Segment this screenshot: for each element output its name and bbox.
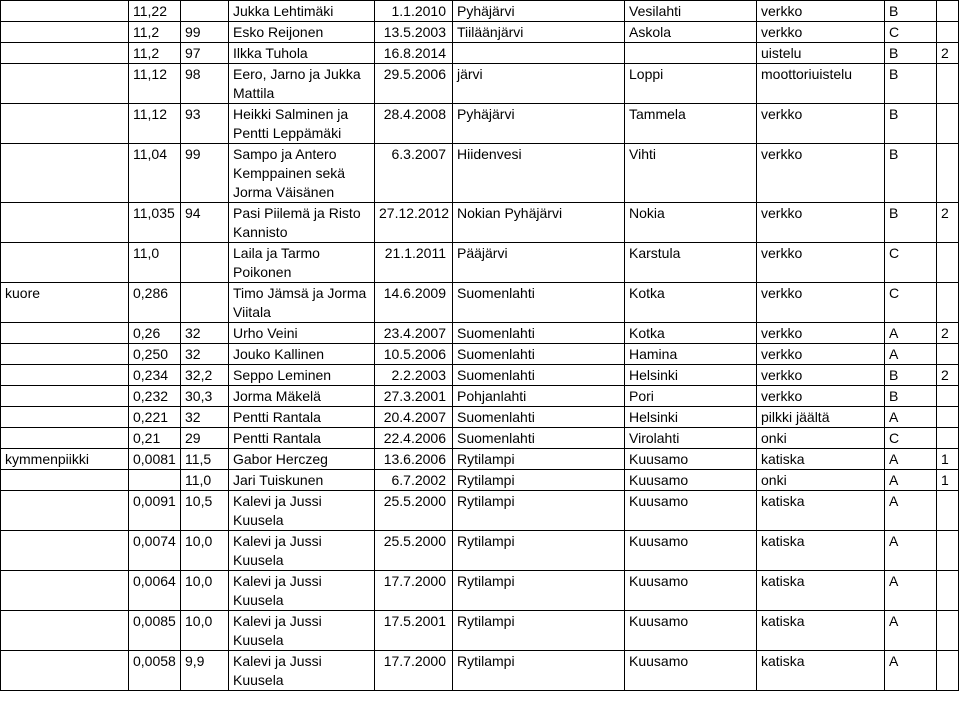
- length-cell[interactable]: 9,9: [181, 651, 229, 691]
- length-cell[interactable]: 94: [181, 203, 229, 243]
- length-cell[interactable]: 11,0: [181, 470, 229, 491]
- class-cell[interactable]: C: [885, 428, 937, 449]
- class-cell[interactable]: A: [885, 571, 937, 611]
- category-cell[interactable]: [1, 365, 129, 386]
- municipality-cell[interactable]: [625, 43, 757, 64]
- name-cell[interactable]: Kalevi ja Jussi Kuusela: [229, 611, 375, 651]
- name-cell[interactable]: Jouko Kallinen: [229, 344, 375, 365]
- name-cell[interactable]: Jorma Mäkelä: [229, 386, 375, 407]
- length-cell[interactable]: 10,0: [181, 611, 229, 651]
- class-cell[interactable]: A: [885, 611, 937, 651]
- location-cell[interactable]: Pyhäjärvi: [453, 104, 625, 144]
- category-cell[interactable]: [1, 323, 129, 344]
- table-row: [1, 449, 959, 470]
- length-cell[interactable]: [181, 243, 229, 283]
- category-cell[interactable]: kymmenpiikki: [1, 449, 129, 470]
- table-row: [1, 22, 959, 43]
- table-row: [1, 491, 959, 531]
- table-row: [1, 243, 959, 283]
- category-cell[interactable]: [1, 386, 129, 407]
- date-cell[interactable]: 16.8.2014: [375, 43, 453, 64]
- length-cell[interactable]: 32,2: [181, 365, 229, 386]
- name-cell[interactable]: Jari Tuiskunen: [229, 470, 375, 491]
- name-cell[interactable]: Urho Veini: [229, 323, 375, 344]
- method-cell[interactable]: katiska: [757, 651, 885, 691]
- method-cell[interactable]: verkko: [757, 365, 885, 386]
- weight-cell[interactable]: 0,21: [129, 428, 181, 449]
- name-cell[interactable]: Kalevi ja Jussi Kuusela: [229, 491, 375, 531]
- length-cell[interactable]: 32: [181, 407, 229, 428]
- length-cell[interactable]: 93: [181, 104, 229, 144]
- name-cell[interactable]: Sampo ja Antero Kemppainen sekä Jorma Väisänen: [229, 144, 375, 203]
- method-cell[interactable]: verkko: [757, 104, 885, 144]
- weight-cell[interactable]: 0,250: [129, 344, 181, 365]
- class-cell[interactable]: B: [885, 104, 937, 144]
- count-cell[interactable]: [937, 531, 959, 571]
- count-cell[interactable]: 1: [937, 470, 959, 491]
- category-cell[interactable]: [1, 491, 129, 531]
- location-cell[interactable]: Pohjanlahti: [453, 386, 625, 407]
- municipality-cell[interactable]: Hamina: [625, 344, 757, 365]
- count-cell[interactable]: [937, 611, 959, 651]
- count-cell[interactable]: [937, 283, 959, 323]
- table-row: [1, 611, 959, 651]
- weight-cell[interactable]: 11,12: [129, 64, 181, 104]
- length-cell[interactable]: 32: [181, 344, 229, 365]
- class-cell[interactable]: A: [885, 651, 937, 691]
- name-cell[interactable]: Gabor Herczeg: [229, 449, 375, 470]
- name-cell[interactable]: Eero, Jarno ja Jukka Mattila: [229, 64, 375, 104]
- municipality-cell[interactable]: Kuusamo: [625, 651, 757, 691]
- method-cell[interactable]: verkko: [757, 323, 885, 344]
- location-cell[interactable]: Suomenlahti: [453, 344, 625, 365]
- table-row: [1, 144, 959, 203]
- class-cell[interactable]: C: [885, 283, 937, 323]
- name-cell[interactable]: Kalevi ja Jussi Kuusela: [229, 571, 375, 611]
- method-cell[interactable]: verkko: [757, 344, 885, 365]
- weight-cell[interactable]: 11,22: [129, 1, 181, 22]
- method-cell[interactable]: uistelu: [757, 43, 885, 64]
- category-cell[interactable]: [1, 22, 129, 43]
- length-cell[interactable]: 97: [181, 43, 229, 64]
- date-cell[interactable]: 28.4.2008: [375, 104, 453, 144]
- location-cell[interactable]: Suomenlahti: [453, 428, 625, 449]
- date-cell[interactable]: 29.5.2006: [375, 64, 453, 104]
- method-cell[interactable]: verkko: [757, 243, 885, 283]
- name-cell[interactable]: Seppo Leminen: [229, 365, 375, 386]
- count-cell[interactable]: [937, 144, 959, 203]
- table-row: [1, 64, 959, 104]
- weight-cell[interactable]: 0,234: [129, 365, 181, 386]
- length-cell[interactable]: 10,0: [181, 531, 229, 571]
- category-cell[interactable]: [1, 203, 129, 243]
- length-cell[interactable]: 98: [181, 64, 229, 104]
- name-cell[interactable]: Ilkka Tuhola: [229, 43, 375, 64]
- count-cell[interactable]: [937, 64, 959, 104]
- length-cell[interactable]: [181, 283, 229, 323]
- weight-cell[interactable]: 0,221: [129, 407, 181, 428]
- method-cell[interactable]: verkko: [757, 203, 885, 243]
- table-row: [1, 651, 959, 691]
- length-cell[interactable]: 10,0: [181, 571, 229, 611]
- weight-cell[interactable]: 11,035: [129, 203, 181, 243]
- method-cell[interactable]: verkko: [757, 22, 885, 43]
- class-cell[interactable]: B: [885, 1, 937, 22]
- method-cell[interactable]: moottoriuistelu: [757, 64, 885, 104]
- location-cell[interactable]: Rytilampi: [453, 531, 625, 571]
- class-cell[interactable]: A: [885, 344, 937, 365]
- count-cell[interactable]: [937, 22, 959, 43]
- date-cell[interactable]: 17.7.2000: [375, 571, 453, 611]
- weight-cell[interactable]: 0,26: [129, 323, 181, 344]
- name-cell[interactable]: Pentti Rantala: [229, 428, 375, 449]
- class-cell[interactable]: A: [885, 449, 937, 470]
- name-cell[interactable]: Laila ja Tarmo Poikonen: [229, 243, 375, 283]
- count-cell[interactable]: 2: [937, 43, 959, 64]
- municipality-cell[interactable]: Kuusamo: [625, 470, 757, 491]
- count-cell[interactable]: [937, 428, 959, 449]
- location-cell[interactable]: Nokian Pyhäjärvi: [453, 203, 625, 243]
- location-cell[interactable]: Suomenlahti: [453, 283, 625, 323]
- location-cell[interactable]: Pääjärvi: [453, 243, 625, 283]
- name-cell[interactable]: Timo Jämsä ja Jorma Viitala: [229, 283, 375, 323]
- municipality-cell[interactable]: Kuusamo: [625, 531, 757, 571]
- method-cell[interactable]: katiska: [757, 491, 885, 531]
- weight-cell[interactable]: 0,0081: [129, 449, 181, 470]
- length-cell[interactable]: 30,3: [181, 386, 229, 407]
- date-cell[interactable]: 13.6.2006: [375, 449, 453, 470]
- weight-cell[interactable]: 0,232: [129, 386, 181, 407]
- category-cell[interactable]: [1, 428, 129, 449]
- method-cell[interactable]: verkko: [757, 144, 885, 203]
- length-cell[interactable]: 99: [181, 144, 229, 203]
- weight-cell[interactable]: [129, 470, 181, 491]
- method-cell[interactable]: verkko: [757, 283, 885, 323]
- name-cell[interactable]: Heikki Salminen ja Pentti Leppämäki: [229, 104, 375, 144]
- municipality-cell[interactable]: Vihti: [625, 144, 757, 203]
- category-cell[interactable]: [1, 1, 129, 22]
- date-cell[interactable]: 13.5.2003: [375, 22, 453, 43]
- count-cell[interactable]: [937, 407, 959, 428]
- count-cell[interactable]: [937, 491, 959, 531]
- municipality-cell[interactable]: Kuusamo: [625, 491, 757, 531]
- date-cell[interactable]: 17.5.2001: [375, 611, 453, 651]
- class-cell[interactable]: B: [885, 43, 937, 64]
- class-cell[interactable]: A: [885, 407, 937, 428]
- category-cell[interactable]: [1, 531, 129, 571]
- date-cell[interactable]: 21.1.2011: [375, 243, 453, 283]
- table-row: [1, 386, 959, 407]
- location-cell[interactable]: Suomenlahti: [453, 323, 625, 344]
- municipality-cell[interactable]: Kuusamo: [625, 611, 757, 651]
- name-cell[interactable]: Pasi Piilemä ja Risto Kannisto: [229, 203, 375, 243]
- municipality-cell[interactable]: Tammela: [625, 104, 757, 144]
- location-cell[interactable]: Rytilampi: [453, 611, 625, 651]
- location-cell[interactable]: Suomenlahti: [453, 407, 625, 428]
- municipality-cell[interactable]: Kuusamo: [625, 571, 757, 611]
- category-cell[interactable]: [1, 611, 129, 651]
- municipality-cell[interactable]: Loppi: [625, 64, 757, 104]
- category-cell[interactable]: [1, 104, 129, 144]
- table-row: [1, 283, 959, 323]
- table-row: [1, 43, 959, 64]
- date-cell[interactable]: 20.4.2007: [375, 407, 453, 428]
- count-cell[interactable]: [937, 571, 959, 611]
- length-cell[interactable]: 99: [181, 22, 229, 43]
- date-cell[interactable]: 23.4.2007: [375, 323, 453, 344]
- class-cell[interactable]: B: [885, 203, 937, 243]
- date-cell[interactable]: 6.7.2002: [375, 470, 453, 491]
- table-row: [1, 104, 959, 144]
- name-cell[interactable]: Pentti Rantala: [229, 407, 375, 428]
- category-cell[interactable]: [1, 651, 129, 691]
- table-row: [1, 571, 959, 611]
- count-cell[interactable]: [937, 104, 959, 144]
- municipality-cell[interactable]: Kotka: [625, 323, 757, 344]
- method-cell[interactable]: pilkki jäältä: [757, 407, 885, 428]
- date-cell[interactable]: 22.4.2006: [375, 428, 453, 449]
- length-cell[interactable]: [181, 1, 229, 22]
- municipality-cell[interactable]: Nokia: [625, 203, 757, 243]
- length-cell[interactable]: 32: [181, 323, 229, 344]
- category-cell[interactable]: [1, 144, 129, 203]
- length-cell[interactable]: 29: [181, 428, 229, 449]
- location-cell[interactable]: [453, 43, 625, 64]
- class-cell[interactable]: A: [885, 531, 937, 571]
- count-cell[interactable]: [937, 651, 959, 691]
- date-cell[interactable]: 1.1.2010: [375, 1, 453, 22]
- class-cell[interactable]: A: [885, 323, 937, 344]
- length-cell[interactable]: 10,5: [181, 491, 229, 531]
- count-cell[interactable]: 2: [937, 323, 959, 344]
- weight-cell[interactable]: 11,04: [129, 144, 181, 203]
- weight-cell[interactable]: 0,0074: [129, 531, 181, 571]
- category-cell[interactable]: [1, 571, 129, 611]
- method-cell[interactable]: katiska: [757, 531, 885, 571]
- location-cell[interactable]: Rytilampi: [453, 470, 625, 491]
- count-cell[interactable]: [937, 386, 959, 407]
- date-cell[interactable]: 6.3.2007: [375, 144, 453, 203]
- count-cell[interactable]: 1: [937, 449, 959, 470]
- category-cell[interactable]: [1, 43, 129, 64]
- category-cell[interactable]: [1, 470, 129, 491]
- weight-cell[interactable]: 0,286: [129, 283, 181, 323]
- municipality-cell[interactable]: Karstula: [625, 243, 757, 283]
- method-cell[interactable]: katiska: [757, 449, 885, 470]
- table-row: [1, 344, 959, 365]
- table-row: [1, 428, 959, 449]
- class-cell[interactable]: B: [885, 64, 937, 104]
- table-row: [1, 470, 959, 491]
- method-cell[interactable]: katiska: [757, 611, 885, 651]
- category-cell[interactable]: kuore: [1, 283, 129, 323]
- date-cell[interactable]: 2.2.2003: [375, 365, 453, 386]
- count-cell[interactable]: [937, 344, 959, 365]
- class-cell[interactable]: C: [885, 243, 937, 283]
- count-cell[interactable]: 2: [937, 365, 959, 386]
- date-cell[interactable]: 10.5.2006: [375, 344, 453, 365]
- method-cell[interactable]: onki: [757, 428, 885, 449]
- date-cell[interactable]: 27.12.2012: [375, 203, 453, 243]
- class-cell[interactable]: B: [885, 365, 937, 386]
- municipality-cell[interactable]: Kotka: [625, 283, 757, 323]
- municipality-cell[interactable]: Virolahti: [625, 428, 757, 449]
- category-cell[interactable]: [1, 243, 129, 283]
- location-cell[interactable]: Hiidenvesi: [453, 144, 625, 203]
- municipality-cell[interactable]: Kuusamo: [625, 449, 757, 470]
- location-cell[interactable]: Suomenlahti: [453, 365, 625, 386]
- method-cell[interactable]: verkko: [757, 1, 885, 22]
- name-cell[interactable]: Kalevi ja Jussi Kuusela: [229, 651, 375, 691]
- class-cell[interactable]: B: [885, 144, 937, 203]
- date-cell[interactable]: 17.7.2000: [375, 651, 453, 691]
- location-cell[interactable]: Rytilampi: [453, 491, 625, 531]
- name-cell[interactable]: Kalevi ja Jussi Kuusela: [229, 531, 375, 571]
- name-cell[interactable]: Esko Reijonen: [229, 22, 375, 43]
- location-cell[interactable]: järvi: [453, 64, 625, 104]
- records-table-body: [1, 1, 959, 691]
- municipality-cell[interactable]: Helsinki: [625, 407, 757, 428]
- location-cell[interactable]: Tiiläänjärvi: [453, 22, 625, 43]
- municipality-cell[interactable]: Vesilahti: [625, 1, 757, 22]
- category-cell[interactable]: [1, 344, 129, 365]
- length-cell[interactable]: 11,5: [181, 449, 229, 470]
- weight-cell[interactable]: 0,0064: [129, 571, 181, 611]
- count-cell[interactable]: [937, 1, 959, 22]
- category-cell[interactable]: [1, 407, 129, 428]
- table-row: [1, 531, 959, 571]
- location-cell[interactable]: Rytilampi: [453, 449, 625, 470]
- method-cell[interactable]: onki: [757, 470, 885, 491]
- count-cell[interactable]: [937, 243, 959, 283]
- method-cell[interactable]: verkko: [757, 386, 885, 407]
- date-cell[interactable]: 25.5.2000: [375, 491, 453, 531]
- category-cell[interactable]: [1, 64, 129, 104]
- table-row: [1, 365, 959, 386]
- class-cell[interactable]: C: [885, 22, 937, 43]
- table-row: [1, 203, 959, 243]
- weight-cell[interactable]: 0,0058: [129, 651, 181, 691]
- weight-cell[interactable]: 11,0: [129, 243, 181, 283]
- date-cell[interactable]: 25.5.2000: [375, 531, 453, 571]
- weight-cell[interactable]: 0,0085: [129, 611, 181, 651]
- location-cell[interactable]: Pyhäjärvi: [453, 1, 625, 22]
- municipality-cell[interactable]: Askola: [625, 22, 757, 43]
- weight-cell[interactable]: 11,2: [129, 22, 181, 43]
- location-cell[interactable]: Rytilampi: [453, 571, 625, 611]
- class-cell[interactable]: A: [885, 491, 937, 531]
- name-cell[interactable]: Jukka Lehtimäki: [229, 1, 375, 22]
- table-row: [1, 1, 959, 22]
- municipality-cell[interactable]: Pori: [625, 386, 757, 407]
- method-cell[interactable]: katiska: [757, 571, 885, 611]
- count-cell[interactable]: 2: [937, 203, 959, 243]
- table-row: [1, 407, 959, 428]
- class-cell[interactable]: A: [885, 470, 937, 491]
- weight-cell[interactable]: 11,12: [129, 104, 181, 144]
- date-cell[interactable]: 27.3.2001: [375, 386, 453, 407]
- location-cell[interactable]: Rytilampi: [453, 651, 625, 691]
- weight-cell[interactable]: 11,2: [129, 43, 181, 64]
- municipality-cell[interactable]: Helsinki: [625, 365, 757, 386]
- weight-cell[interactable]: 0,0091: [129, 491, 181, 531]
- class-cell[interactable]: B: [885, 386, 937, 407]
- table-row: [1, 323, 959, 344]
- date-cell[interactable]: 14.6.2009: [375, 283, 453, 323]
